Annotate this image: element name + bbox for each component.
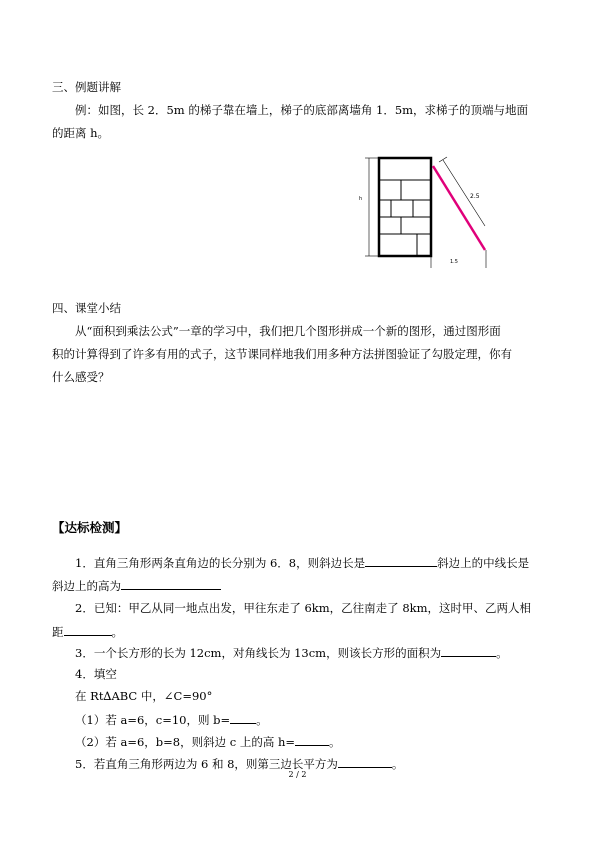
question-2-line-1: 2．已知：甲乙从同一地点出发，甲往东走了 6km，乙往南走了 8km，这时甲、乙两人相	[75, 601, 532, 615]
question-5-end: 。	[391, 757, 404, 771]
question-4-part-1	[75, 712, 268, 727]
example-text-line-1: 例：如图，长 2．5m 的梯子靠在墙上，梯子的底部离墙角 1．5m，求梯子的顶端与地面	[75, 103, 529, 117]
question-2-blank[interactable]	[64, 624, 112, 636]
question-5-blank[interactable]	[338, 756, 392, 768]
question-4-part-1-text: （1）若 a=6，c=10，则 b=	[75, 713, 231, 727]
test-section-title: 【达标检测】	[52, 520, 128, 535]
question-2-text-b: 距	[52, 625, 64, 639]
ladder-figure	[345, 150, 495, 270]
question-3-end: 。	[496, 646, 508, 660]
section-4-title: 四、课堂小结	[52, 301, 121, 315]
question-4-part-2-text: （2）若 a=6，b=8，则斜边 c 上的高 h=	[75, 735, 296, 749]
question-1-blank-2[interactable]	[121, 578, 221, 590]
ladder-line	[433, 166, 485, 250]
question-4-part-2-end: 。	[329, 735, 341, 749]
base-label: 1.5	[450, 259, 458, 265]
question-5-line	[75, 756, 403, 771]
question-4-part-2	[75, 734, 341, 749]
summary-line-2: 积的计算得到了许多有用的式子，这节课同样地我们用多种方法拼图验证了勾股定理，你有	[52, 347, 512, 361]
question-1-line-2	[52, 578, 221, 593]
question-4-title: 4．填空	[75, 667, 117, 681]
question-1-line-1	[75, 555, 529, 570]
question-4-part-1-blank[interactable]	[230, 712, 256, 724]
page-number: 2 / 2	[288, 770, 307, 779]
ladder-label: 2.5	[470, 193, 480, 200]
height-label: h	[359, 196, 363, 202]
summary-line-1: 从“面积到乘法公式”一章的学习中，我们把几个图形拼成一个新的图形，通过图形面	[75, 324, 501, 338]
question-1-text-b: 斜边上的中线长是	[437, 556, 530, 570]
question-4-condition: 在 Rt∆ABC 中，∠C=90°	[75, 689, 213, 703]
question-3-line	[75, 645, 508, 660]
question-1-blank-1[interactable]	[365, 555, 437, 567]
question-2-end: 。	[111, 625, 123, 639]
question-1-text-c: 斜边上的高为	[52, 579, 121, 593]
question-4-part-2-blank[interactable]	[295, 734, 329, 746]
wall-outline	[379, 158, 431, 256]
summary-line-3: 什么感受？	[52, 370, 110, 384]
question-4-part-1-end: 。	[256, 713, 268, 727]
question-5-text: 5．若直角三角形两边为 6 和 8，则第三边长平方为	[75, 757, 338, 771]
ladder-tick	[439, 157, 447, 162]
question-3-text: 3．一个长方形的长为 12cm，对角线长为 13cm，则该长方形的面积为	[75, 646, 442, 660]
section-3-title: 三、例题讲解	[52, 80, 121, 94]
example-text-line-2: 的距离 h。	[52, 126, 110, 140]
question-2-line-2	[52, 624, 123, 639]
question-1-text-a: 1．直角三角形两条直角边的长分别为 6．8，则斜边长是	[75, 556, 366, 570]
question-3-blank[interactable]	[441, 645, 496, 657]
